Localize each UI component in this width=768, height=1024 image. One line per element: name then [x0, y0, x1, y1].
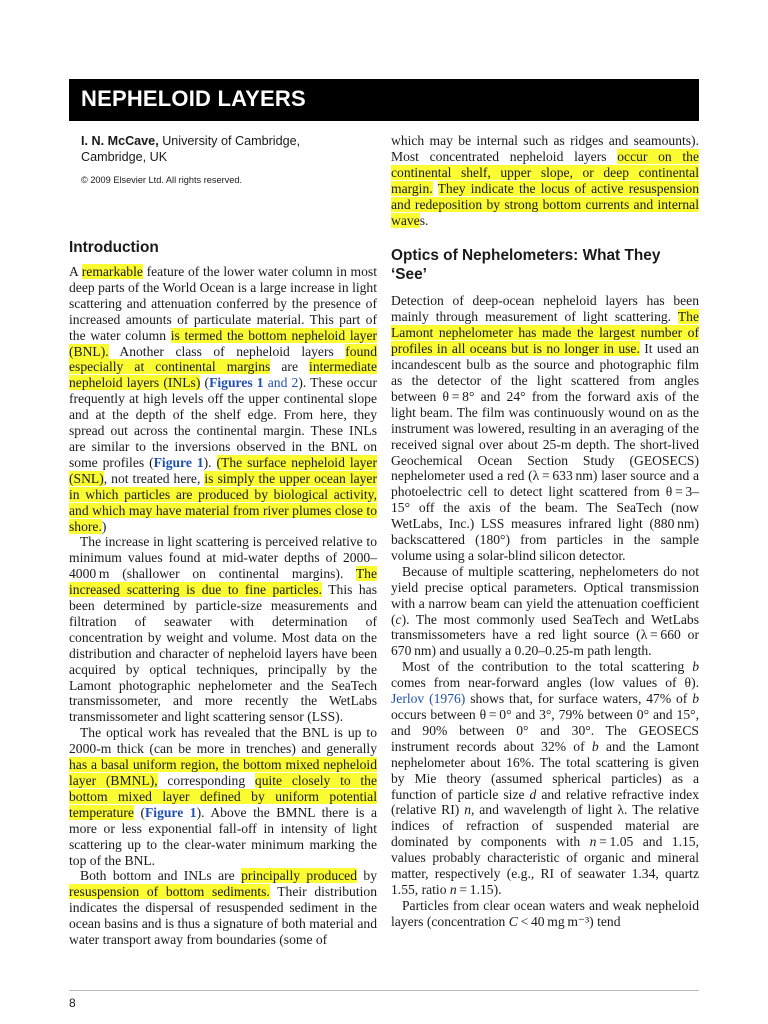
text-run: s.	[419, 212, 429, 228]
highlighted-text: The increased scattering is due to fine particles.	[69, 566, 377, 598]
text-run: and relative refractive index (relative RI)	[391, 786, 699, 818]
body-paragraph	[391, 564, 699, 659]
text-run: b	[692, 659, 699, 675]
text-run: feature of the lower water column in most deep parts of the World Ocean is a large increase in light scattering and attenuation conferred by the presence of increased amounts of particulate material. This part of the water column	[69, 264, 377, 343]
body-paragraph	[69, 725, 377, 868]
text-run: , not treated here,	[103, 470, 205, 486]
heading-introduction: Introduction	[69, 239, 159, 256]
text-run: (	[133, 804, 145, 820]
text-run: Most of the contribution to the total scattering	[402, 659, 693, 675]
text-run: (	[200, 375, 210, 391]
text-run: are	[270, 359, 310, 375]
text-run: It used an incandescent bulb as the source and photographic film as the detector of the light scattered from angles between θ = 8° and 24° from the forward axis of the light beam. The film was continuously wound on as the instrument was lowered, resulting in an averaging of the received signal over about 25-m depth. The short-lived Geochemical Ocean Section Study (GEOSECS) nephelometer used a red (λ = 633 nm) laser source and a photoelectric cell to detect light scattered from θ = 3–15° off the axis of the beam. The SeaTech (now WetLabs, Inc.) LSS measures infrared light (880 nm) backscattered (180°) from particles in the sample volume using a solar-blind silicon detector.	[391, 341, 700, 563]
page-number: 8	[69, 996, 76, 1010]
text-run: Another class of nepheloid layers	[108, 343, 346, 359]
text-run: by	[357, 868, 377, 884]
text-run: which may be internal such as ridges and seamounts). Most concentrated nepheloid layers	[391, 133, 699, 164]
text-run: Particles from clear ocean waters and weak nepheloid layers (concentration	[391, 897, 699, 929]
introduction-body	[69, 264, 377, 948]
highlighted-text: is simply the upper ocean layer in which particles are produced by biological activity, and which may have material from river plumes close to shore.	[69, 470, 377, 534]
text-run: b	[692, 691, 699, 707]
text-run: A	[69, 264, 82, 279]
text-run: The optical work has revealed that the BNL is up to 2000-m thick (can be more in trenches) and generally	[69, 725, 377, 757]
text-run: comes from near-forward angles (low values of θ).	[391, 675, 699, 691]
body-paragraph	[69, 534, 377, 725]
article-title-bar	[69, 79, 699, 121]
reference-link[interactable]: Figure 1	[145, 804, 197, 820]
body-paragraph	[391, 898, 699, 930]
highlighted-text: has a basal uniform region, the bottom mixed nepheloid layer (BMNL),	[69, 757, 377, 788]
left-column	[69, 133, 377, 948]
body-paragraph	[69, 264, 377, 534]
text-run: Because of multiple scattering, nephelometers do not yield precise optical parameters. Optical transmission with a narrow beam can yield the attenuation coefficient (	[391, 563, 699, 627]
text-run: and the Lamont nephelometer about 16%. The total scattering is given by Mie theory (assumed spherical particles) as a function of particle size	[391, 738, 699, 802]
highlighted-text: The Lamont nephelometer has made the largest number of profiles in all oceans but is no longer in use.	[391, 309, 699, 357]
highlighted-text: resuspension of bottom sediments.	[69, 884, 270, 900]
text-run: c	[395, 611, 402, 627]
affiliation-line-2: Cambridge, UK	[81, 150, 168, 164]
highlighted-text: quite closely to the bottom mixed layer defined by uniform potential temperature	[69, 773, 377, 820]
text-run: corresponding	[157, 773, 255, 788]
text-run: ). These occur frequently at high levels off the upper continental slope and at the depth of the shelf edge. From here, they spread out across the continental margin. These INLs are similar to the inversions observed in the BNL on some profiles (	[69, 375, 377, 470]
highlighted-text: intermediate nepheloid layers (INLs)	[69, 359, 377, 391]
author-name: I. N. McCave,	[81, 134, 159, 148]
highlighted-text: They indicate the locus of active resuspension and redeposition by strong bottom currents and internal wave	[391, 180, 700, 228]
reference-link[interactable]: Figure 1	[153, 454, 204, 470]
article-title: NEPHELOID LAYERS	[81, 86, 306, 111]
text-run: C	[508, 913, 518, 929]
text-run: ). The most commonly used SeaTech and WetLabs transmissometers have a red light source (λ = 660 or 670 nm) and usually a 0.20–0.25-m path length.	[391, 611, 699, 659]
text-run: occurs between θ = 0° and 3°, 79% between 0° and 15°, and 90% between 0° and 30°. The GEOSECS instrument records about 32% of	[391, 707, 699, 754]
text-run	[433, 181, 438, 196]
text-run: , and wavelength of light λ. The relative indices of refraction of suspended material are dominated by components with	[391, 802, 699, 850]
text-run: ).	[203, 454, 217, 470]
highlighted-text: principally produced	[241, 868, 357, 884]
copyright-notice: © 2009 Elsevier Ltd. All rights reserved.	[81, 175, 242, 185]
text-run: Their distribution indicates the dispersal of resuspended sediment in the ocean basins and is thus a signature of both material and water transport away from boundaries (some of	[69, 884, 377, 948]
highlighted-text: remarkable	[81, 264, 143, 279]
body-paragraph	[69, 868, 377, 948]
text-run: Detection of deep-ocean nepheloid layers has been mainly through measurement of light scattering.	[391, 293, 699, 325]
body-paragraph	[391, 293, 699, 563]
reference-link[interactable]: Figures 1	[209, 375, 264, 391]
footer-rule	[69, 990, 699, 991]
heading-optics: Optics of Nephelometers: What They ‘See’	[391, 247, 661, 284]
text-run: ). Above the BMNL there is a more or less exponential fall-off in intensity of light scattering up to the clear-water minimum marking the top of the BNL.	[69, 804, 377, 868]
continued-paragraph	[391, 133, 699, 228]
affiliation-line-1: University of Cambridge,	[158, 134, 301, 148]
reference-link[interactable]: and 2	[263, 375, 299, 391]
text-run: = 1.05 and 1.15, values probably characteristic of organic and mineral matter, respectively (e.g., RI of seawater 1.34, quartz 1.55, ratio	[391, 834, 699, 897]
text-run: < 40 mg m⁻³) tend	[517, 913, 621, 929]
highlighted-text: found especially at continental margins	[69, 343, 377, 375]
text-run: n	[449, 881, 457, 897]
text-run: n	[464, 802, 471, 818]
highlighted-text: (The surface nepheloid layer (SNL)	[69, 454, 377, 486]
reference-link[interactable]: Jerlov (1976)	[391, 691, 466, 707]
highlighted-text: occur on the continental shelf, upper slope, or deep continental margin.	[391, 148, 700, 196]
byline	[81, 133, 377, 165]
text-run: n	[589, 834, 597, 850]
text-run: = 1.15).	[456, 881, 502, 897]
text-run: )	[101, 518, 107, 534]
text-run: The increase in light scattering is perceived relative to minimum values found at mid-water depths of 2000–4000 m (shallower on continental margins).	[69, 534, 377, 582]
text-run: shows that, for surface waters, 47% of	[465, 691, 693, 707]
body-paragraph	[391, 659, 699, 898]
text-run: This has been determined by particle-size measurements and filtration of seawater with determination of concentration by weight and volume. Most data on the distribution and character of nepheloid layers have been acquired by optical techniques, principally by the Lamont photographic nephelometer and the SeaTech transmissometer, and more recently the WetLabs transmissometer and light scattering sensor (LSS).	[69, 582, 377, 725]
highlighted-text: is termed the bottom nepheloid layer (BNL).	[69, 327, 377, 359]
right-column	[391, 133, 699, 930]
text-run: b	[591, 738, 599, 754]
text-run: d	[529, 786, 537, 802]
optics-body	[391, 293, 699, 929]
text-run: Both bottom and INLs are	[80, 868, 242, 884]
